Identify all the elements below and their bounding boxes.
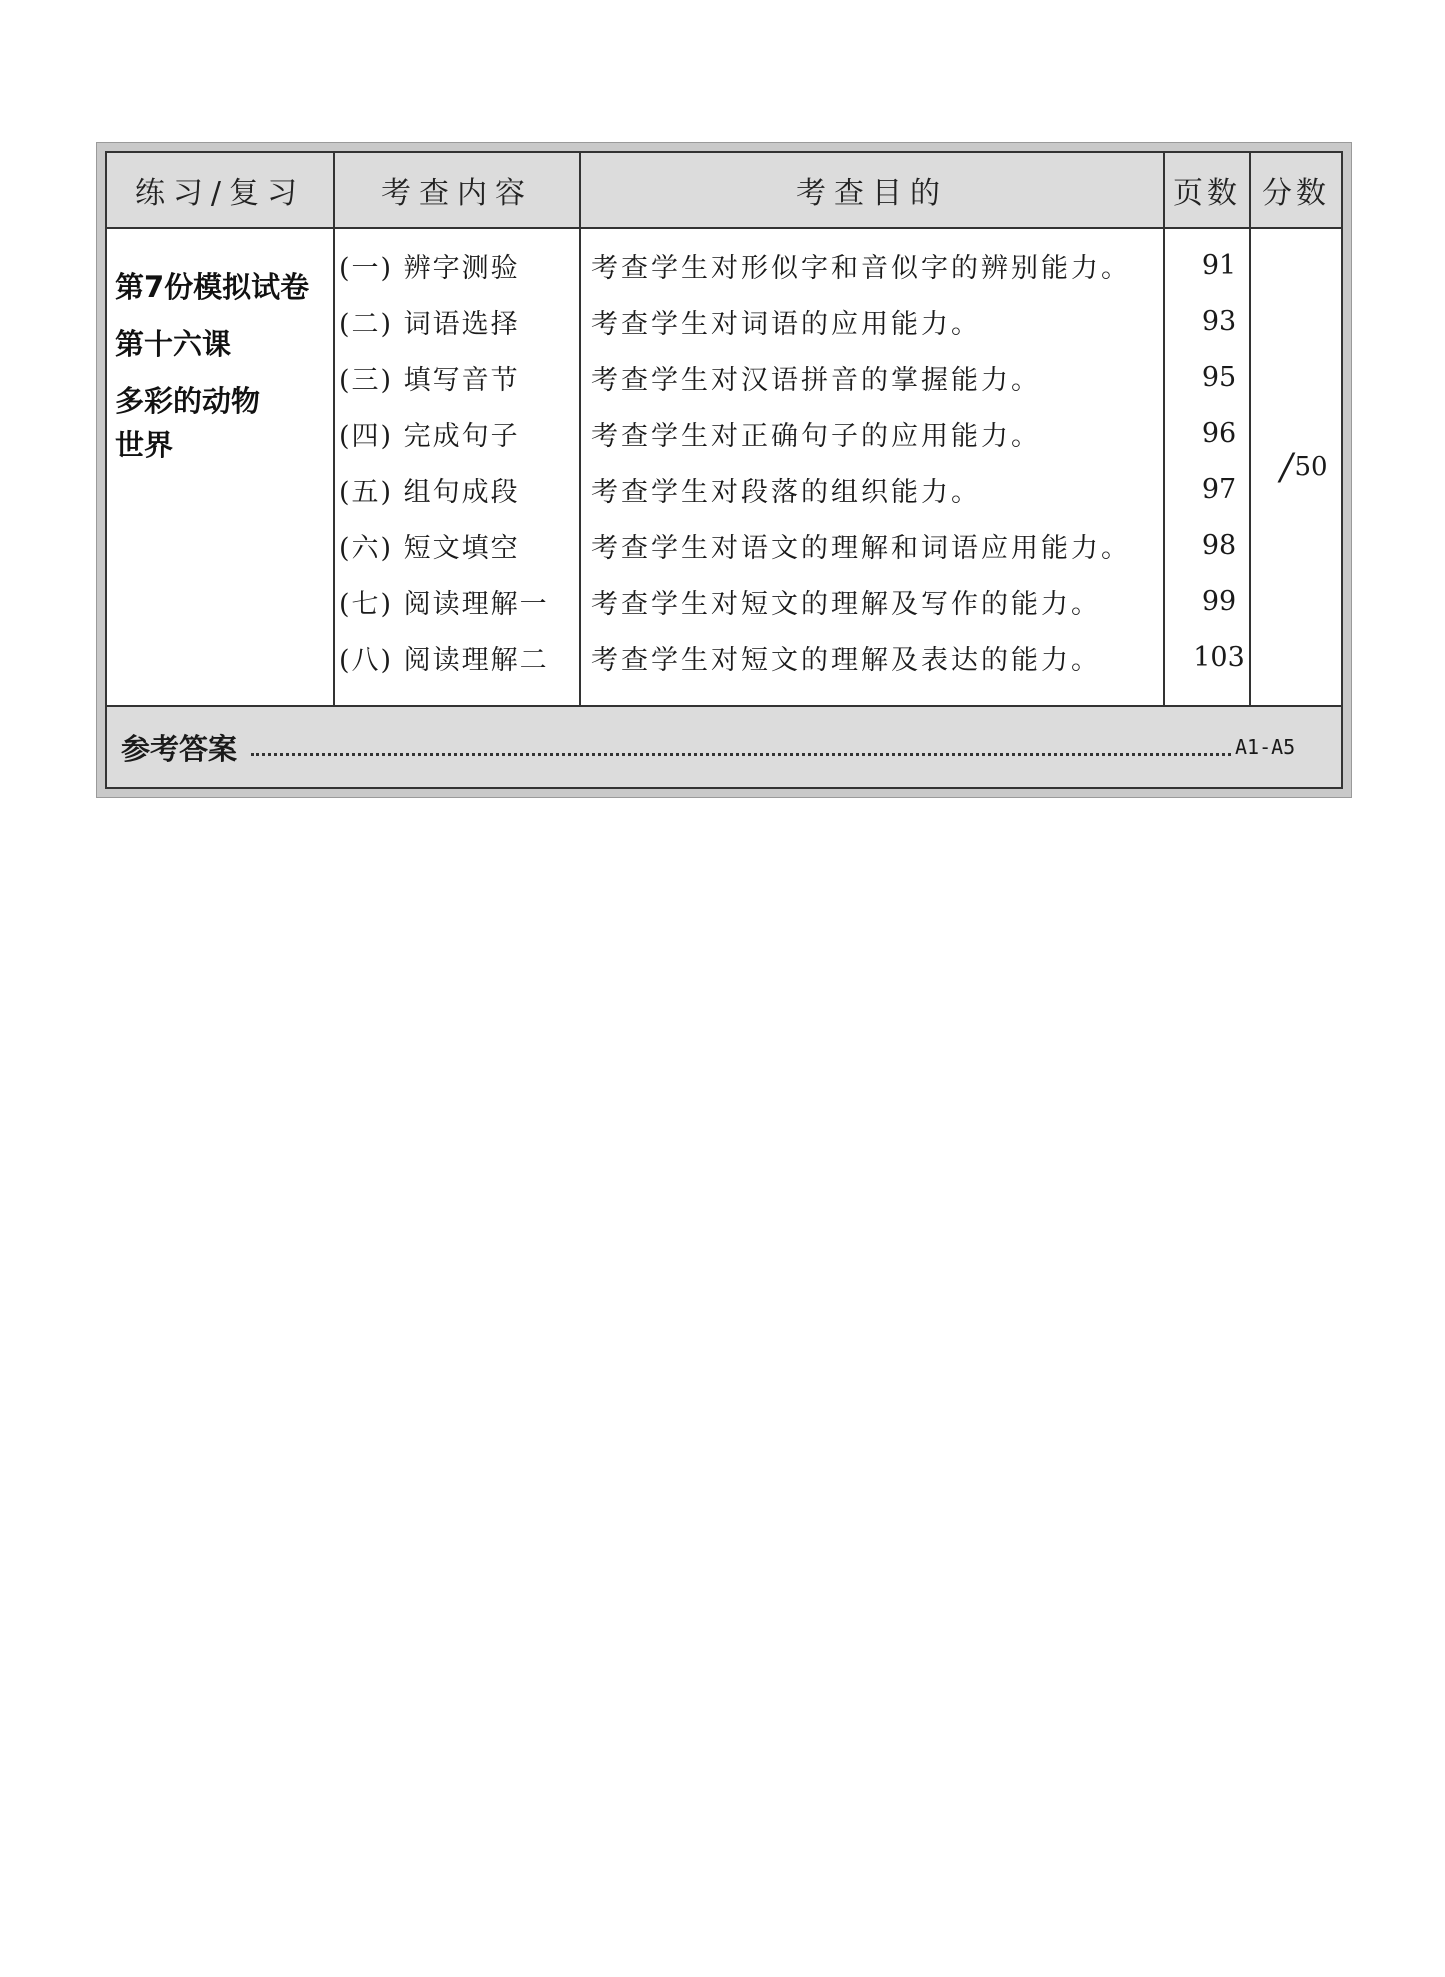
table-header — [107, 153, 1341, 229]
purpose-cell: 考查学生对短文的理解及写作的能力。 — [591, 588, 1101, 620]
purpose-cell: 考查学生对段落的组织能力。 — [591, 476, 981, 508]
purpose-cell: 考查学生对形似字和音似字的辨别能力。 — [591, 252, 1131, 284]
table-row — [107, 573, 1341, 629]
header-content: 考查内容 — [381, 176, 533, 211]
content-cell: (三) 填写音节 — [339, 364, 520, 396]
lesson-name: 多彩的动物世界 — [115, 384, 261, 462]
answers-label: 参考答案 — [121, 731, 238, 766]
answers-page-range: A1-A5 — [1235, 735, 1296, 759]
purpose-cell: 考查学生对语文的理解和词语应用能力。 — [591, 532, 1131, 564]
table-row — [107, 517, 1341, 573]
content-cell: (四) 完成句子 — [339, 420, 520, 452]
purpose-cell: 考查学生对正确句子的应用能力。 — [591, 420, 1041, 452]
table-row — [107, 349, 1341, 405]
paper-title: 第7份模拟试卷 — [115, 270, 310, 304]
header-pages: 页数 — [1173, 176, 1241, 211]
purpose-cell: 考查学生对汉语拼音的掌握能力。 — [591, 364, 1041, 396]
table-body — [107, 229, 1341, 705]
exercise-table — [105, 151, 1343, 789]
exercise-table-frame — [96, 142, 1352, 798]
page-cell: 98 — [1201, 529, 1237, 561]
table-row — [107, 629, 1341, 685]
content-cell: (七) 阅读理解一 — [339, 588, 549, 620]
content-cell: (八) 阅读理解二 — [339, 644, 549, 676]
page-cell: 95 — [1201, 361, 1237, 393]
table-row — [107, 293, 1341, 349]
purpose-cell: 考查学生对词语的应用能力。 — [591, 308, 981, 340]
purpose-cell: 考查学生对短文的理解及表达的能力。 — [591, 644, 1101, 676]
page-cell: 91 — [1201, 249, 1237, 281]
header-purpose: 考查目的 — [796, 176, 948, 211]
score-slash: / — [1280, 446, 1293, 488]
table-row — [107, 405, 1341, 461]
page-cell: 96 — [1201, 417, 1237, 449]
lesson-number: 第十六课 — [115, 327, 232, 361]
header-practice: 练习/复习 — [134, 176, 306, 211]
content-cell: (二) 词语选择 — [339, 308, 520, 340]
score-total: 50 — [1294, 452, 1328, 482]
table-row — [107, 237, 1341, 293]
page-cell: 97 — [1201, 473, 1237, 505]
content-cell: (五) 组句成段 — [339, 476, 520, 508]
score-cell — [1267, 229, 1341, 705]
dot-leader — [251, 753, 1231, 756]
answers-row — [107, 705, 1341, 787]
page-cell: 99 — [1201, 585, 1237, 617]
content-cell: (一) 辨字测验 — [339, 252, 520, 284]
table-row — [107, 461, 1341, 517]
header-score: 分数 — [1262, 176, 1330, 211]
page-cell: 103 — [1193, 641, 1245, 673]
content-cell: (六) 短文填空 — [339, 532, 520, 564]
page-cell: 93 — [1201, 305, 1237, 337]
